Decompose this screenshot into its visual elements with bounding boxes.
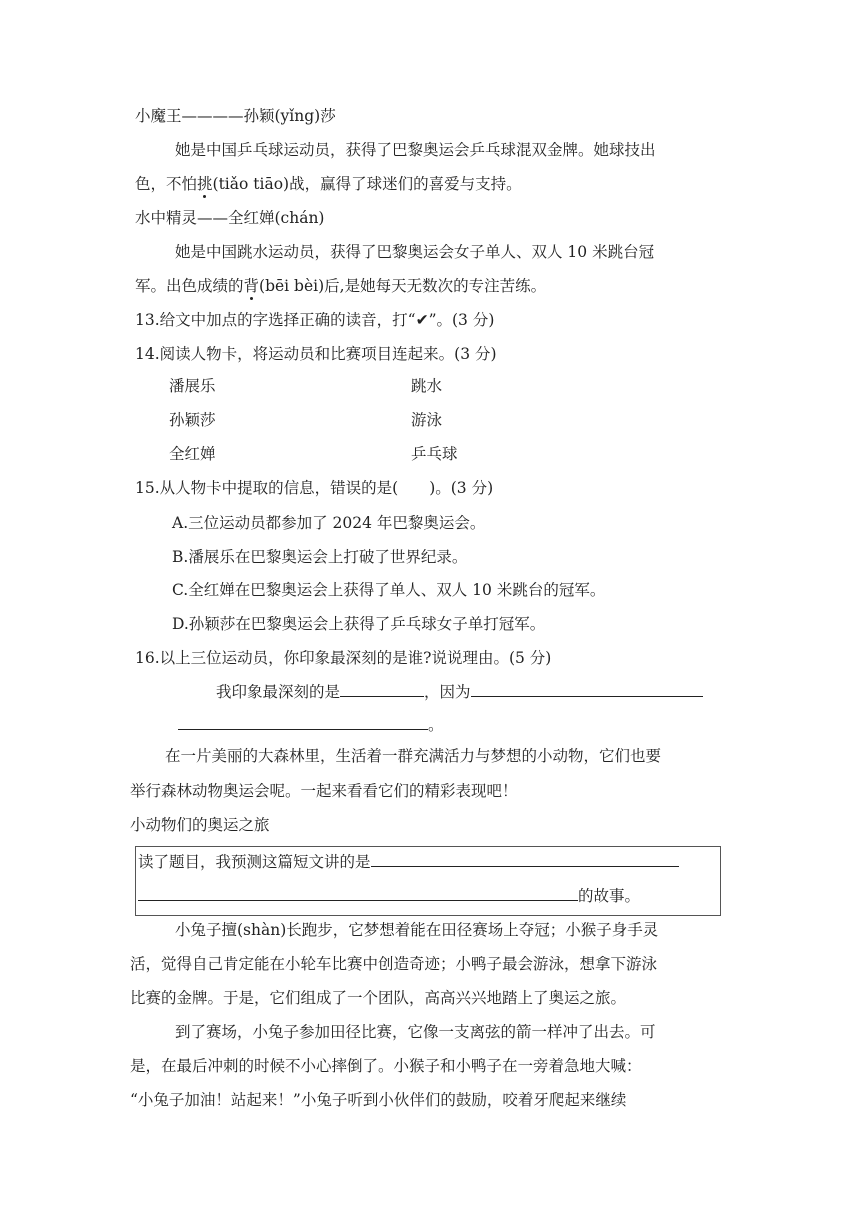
athlete-name[interactable]: 潘展乐 xyxy=(169,377,216,395)
story-line: 比赛的金牌。于是，它们组成了一个团队，高高兴兴地踏上了奥运之旅。 xyxy=(130,989,627,1007)
event-name[interactable]: 跳水 xyxy=(411,377,443,395)
question-16: 16.以上三位运动员，你印象最深刻的是谁?说说理由。(5 分) xyxy=(135,649,552,667)
story-line: 到了赛场，小兔子参加田径比赛，它像一支离弦的箭一样冲了出去。可 xyxy=(175,1023,656,1041)
answer-line-1: 我印象最深刻的是 ，因为 xyxy=(216,680,703,702)
option-b[interactable]: B.潘展乐在巴黎奥运会上打破了世界纪录。 xyxy=(172,548,468,566)
answer-blank-athlete[interactable] xyxy=(340,680,424,697)
question-13: 13.给文中加点的字选择正确的读音，打“✔”。(3 分) xyxy=(135,311,495,329)
story-line: 是，在最后冲刺的时候不小心摔倒了。小猴子和小鸭子在一旁着急地大喊： xyxy=(130,1057,642,1075)
prediction-blank[interactable] xyxy=(371,850,679,867)
card-paragraph-line: 军。出色成绩的背(bēi bèi)后,是她每天无数次的专注苦练。 xyxy=(135,277,547,295)
answer-blank-reason-cont[interactable] xyxy=(178,713,428,730)
athlete-name[interactable]: 孙颖莎 xyxy=(169,411,216,429)
story-line: “小兔子加油！站起来！”小兔子听到小伙伴们的鼓励，咬着牙爬起来继续 xyxy=(130,1091,627,1109)
intro-line: 举行森林动物奥运会呢。一起来看看它们的精彩表现吧！ xyxy=(130,782,518,800)
question-15: 15.从人物卡中提取的信息，错误的是( )。(3 分) xyxy=(135,479,494,497)
answer-line-2: 。 xyxy=(178,713,444,735)
option-d[interactable]: D.孙颖莎在巴黎奥运会上获得了乒乓球女子单打冠军。 xyxy=(172,615,546,633)
card-name-quan-hongchan: 水中精灵——全红婵(chán) xyxy=(135,209,325,227)
prediction-blank-cont[interactable] xyxy=(138,884,578,901)
dotted-character: 挑 xyxy=(197,175,213,193)
card-paragraph-line: 色，不怕挑(tiǎo tiāo)战，赢得了球迷们的喜爱与支持。 xyxy=(135,175,522,193)
prediction-line-1: 读了题目，我预测这篇短文讲的是 xyxy=(138,850,679,872)
story-line: 活，觉得自己肯定能在小轮车比赛中创造奇迹；小鸭子最会游泳，想拿下游泳 xyxy=(130,955,658,973)
card-paragraph-line: 她是中国乒乓球运动员，获得了巴黎奥运会乒乓球混双金牌。她球技出 xyxy=(175,141,656,159)
event-name[interactable]: 乒乓球 xyxy=(411,445,458,463)
story-line: 小兔子擅(shàn)长跑步，它梦想着能在田径赛场上夺冠；小猴子身手灵 xyxy=(175,921,659,939)
option-a[interactable]: A.三位运动员都参加了 2024 年巴黎奥运会。 xyxy=(172,514,486,532)
story-title: 小动物们的奥运之旅 xyxy=(130,816,270,834)
card-paragraph-line: 她是中国跳水运动员，获得了巴黎奥运会女子单人、双人 10 米跳台冠 xyxy=(175,243,655,261)
card-name-sun-yingsha: 小魔王————孙颖(yǐng)莎 xyxy=(135,107,336,125)
dotted-character: 背 xyxy=(243,277,260,295)
question-14: 14.阅读人物卡，将运动员和比赛项目连起来。(3 分) xyxy=(135,345,497,363)
event-name[interactable]: 游泳 xyxy=(411,411,443,429)
option-c[interactable]: C.全红婵在巴黎奥运会上获得了单人、双人 10 米跳台的冠军。 xyxy=(172,581,606,599)
prediction-line-2: 的故事。 xyxy=(138,884,640,906)
athlete-name[interactable]: 全红婵 xyxy=(169,445,216,463)
answer-blank-reason[interactable] xyxy=(471,680,703,697)
intro-line: 在一片美丽的大森林里，生活着一群充满活力与梦想的小动物，它们也要 xyxy=(165,747,662,765)
